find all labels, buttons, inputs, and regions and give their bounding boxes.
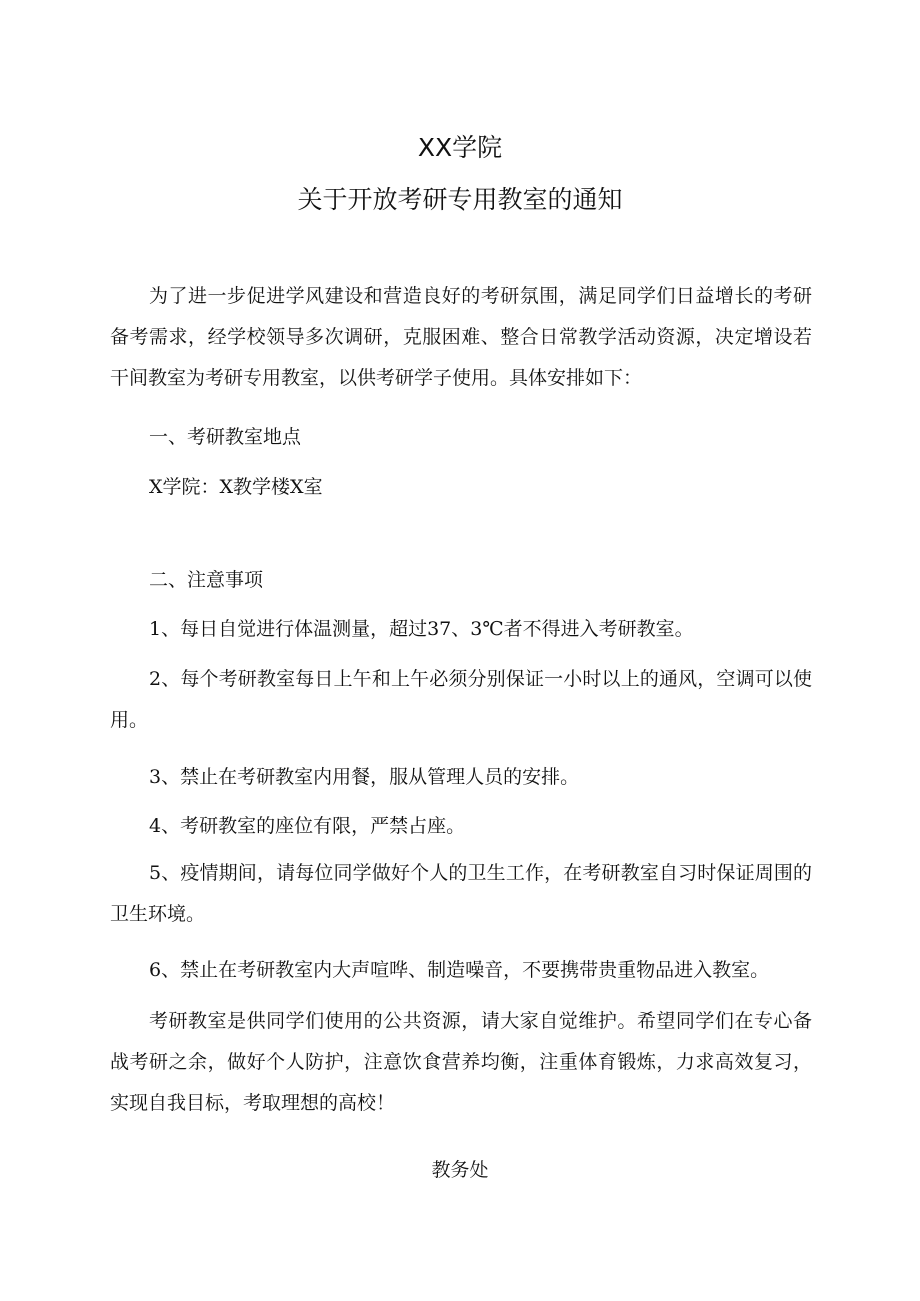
note-item: 1、每日自觉进行体温测量，超过37、3℃者不得进入考研教室。 (149, 618, 694, 640)
note-item: 4、考研教室的座位有限，严禁占座。 (149, 815, 466, 837)
section-notes-heading: 二、注意事项 (149, 569, 264, 591)
signature: 教务处 (431, 1159, 489, 1181)
note-item: 2、每个考研教室每日上午和上午必须分别保证一小时以上的通风，空调可以使用。 (110, 668, 812, 731)
note-item: 3、禁止在考研教室内用餐，服从管理人员的安排。 (149, 766, 580, 788)
intro-paragraph: 为了进一步促进学风建设和营造良好的考研氛围，满足同学们日益增长的考研备考需求，经学校领导多次调研，克服困难、整合日常教学活动资源，决定增设若干间教室为考研专用教室，以供考研学子使用。具体安排如下： (110, 285, 812, 389)
section-location-heading: 一、考研教室地点 (149, 426, 302, 448)
note-item: 5、疫情期间，请每位同学做好个人的卫生工作，在考研教室自习时保证周围的卫生环境。 (110, 862, 812, 925)
note-item: 6、禁止在考研教室内大声喧哗、制造噪音，不要携带贵重物品进入教室。 (149, 959, 770, 981)
closing-paragraph: 考研教室是供同学们使用的公共资源，请大家自觉维护。希望同学们在专心备战考研之余，做好个人防护，注意饮食营养均衡，注重体育锻炼，力求高效复习，实现自我目标，考取理想的高校！ (110, 1010, 812, 1114)
notice-title: 关于开放考研专用教室的通知 (297, 185, 623, 214)
location-text: X学院：X教学楼X室 (149, 476, 323, 498)
institution-title: XX学院 (417, 133, 503, 162)
